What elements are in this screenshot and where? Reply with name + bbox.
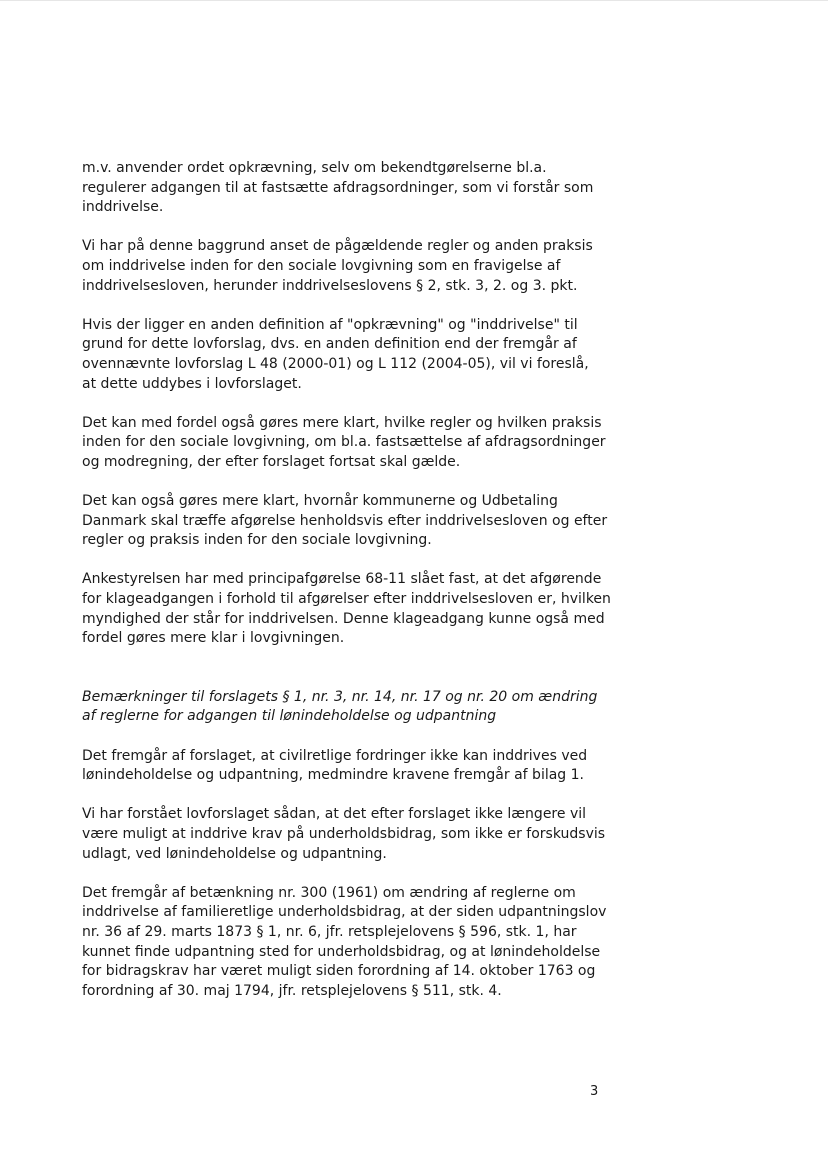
paragraph: Vi har på denne baggrund anset de pågældende regler og anden praksis om inddrivelse inden for den sociale lovgivning som en fravigelse af inddrivelsesloven, herunder inddrivelseslovens § 2, stk. 3, 2. og 3. pkt. (82, 238, 593, 294)
paragraph: Hvis der ligger en anden definition af "opkrævning" og "inddrivelse" til grund for dette lovforslag, dvs. en anden definition end der fremgår af ovennævnte lovforslag L 48 (2000-01) og L 112 (2004-05), vil vi foreslå, at dette uddybes i lovforslaget. (82, 316, 589, 392)
paragraph: Det kan med fordel også gøres mere klart, hvilke regler og hvilken praksis inden for den sociale lovgivning, om bl.a. fastsættelse af afdragsordninger og modregning, der efter forslaget fortsat skal gælde. (82, 414, 606, 470)
paragraph: Ankestyrelsen har med principafgørelse 68-11 slået fast, at det afgørende for klageadgangen i forhold til afgørelser efter inddrivelsesloven er, hvilken myndighed der står for inddrivelsen. Denne klageadgang kunne også med fordel gøres mere klar i lovgivningen. (82, 571, 611, 647)
paragraph: Det fremgår af betænkning nr. 300 (1961) om ændring af reglerne om inddrivelse af familieretlige underholdsbidrag, at der siden udpantningslov nr. 36 af 29. marts 1873 § 1, nr. 6, jfr. retsplejelovens § 596, stk. 1, har kunnet finde udpantning sted for underholdsbidrag, og at lønindeholdelse for bidragskrav har været muligt siden forordning af 14. oktober 1763 og forordning af 30. maj 1794, jfr. retsplejelovens § 511, stk. 4. (82, 884, 607, 999)
paragraph: Det kan også gøres mere klart, hvornår kommunerne og Udbetaling Danmark skal træffe afgørelse henholdsvis efter inddrivelsesloven og efter regler og praksis inden for den sociale lovgivning. (82, 493, 608, 549)
page-number: 3 (590, 1084, 599, 1099)
document-body (82, 159, 622, 1021)
paragraph: Det fremgår af forslaget, at civilretlige fordringer ikke kan inddrives ved lønindeholdelse og udpantning, medmindre kravene fremgår af bilag 1. (82, 747, 588, 784)
paragraph: Vi har forstået lovforslaget sådan, at det efter forslaget ikke længere vil være muligt at inddrive krav på underholdsbidrag, som ikke er forskudsvis udlagt, ved lønindeholdelse og udpantning. (82, 806, 606, 862)
paragraph: m.v. anvender ordet opkrævning, selv om bekendtgørelserne bl.a. regulerer adgangen til at fastsætte afdragsordninger, som vi forstår som inddrivelse. (82, 160, 594, 216)
section-heading: Bemærkninger til forslagets § 1, nr. 3, nr. 14, nr. 17 og nr. 20 om ændring af reglerne for adgangen til lønindeholdelse og udpantning (82, 688, 598, 725)
